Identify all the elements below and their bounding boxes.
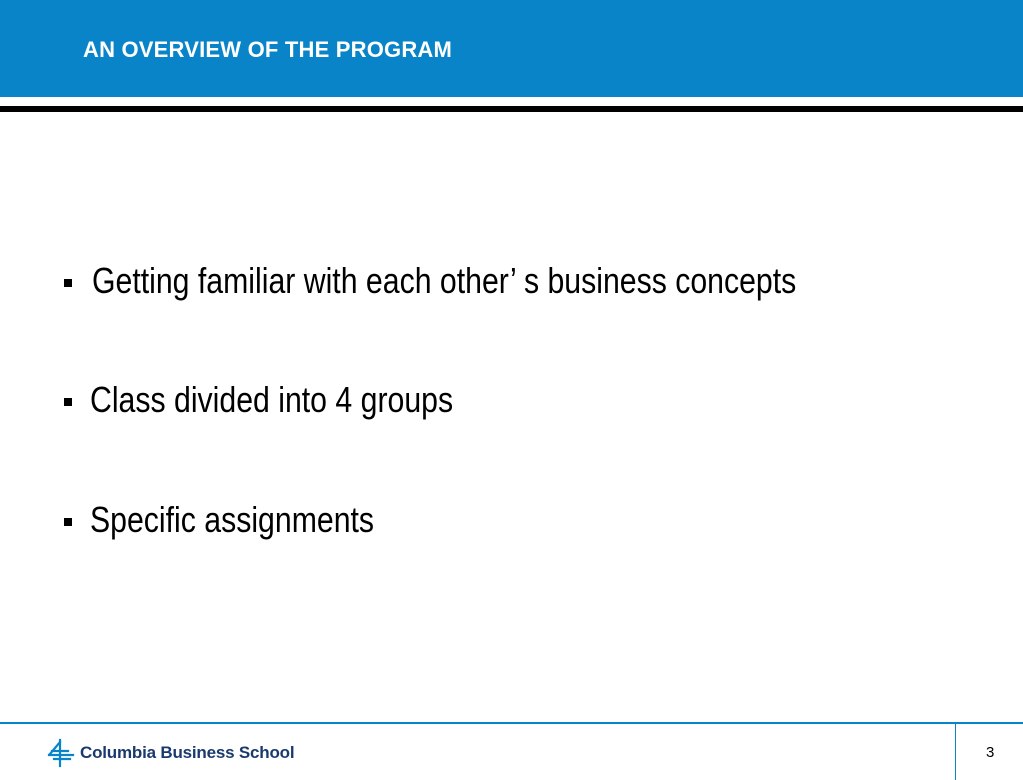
footer-page-divider [955,724,956,780]
bullet-square-icon [64,398,72,406]
slide-title: AN OVERVIEW OF THE PROGRAM [83,37,453,62]
brand-name: Columbia Business School [80,743,295,762]
footer-divider [0,722,1023,724]
columbia-crown-icon [46,738,76,768]
bullet-square-icon [64,279,72,287]
bullet-text: Getting familiar with each other’ s business concepts [92,260,797,301]
bullet-text: Specific assignments [90,499,375,540]
page-number: 3 [986,744,995,761]
header-bar [0,0,1023,97]
header-gap [0,97,1023,106]
header-divider [0,106,1023,112]
bullet-text: Class divided into 4 groups [90,379,454,420]
bullet-square-icon [64,518,72,526]
